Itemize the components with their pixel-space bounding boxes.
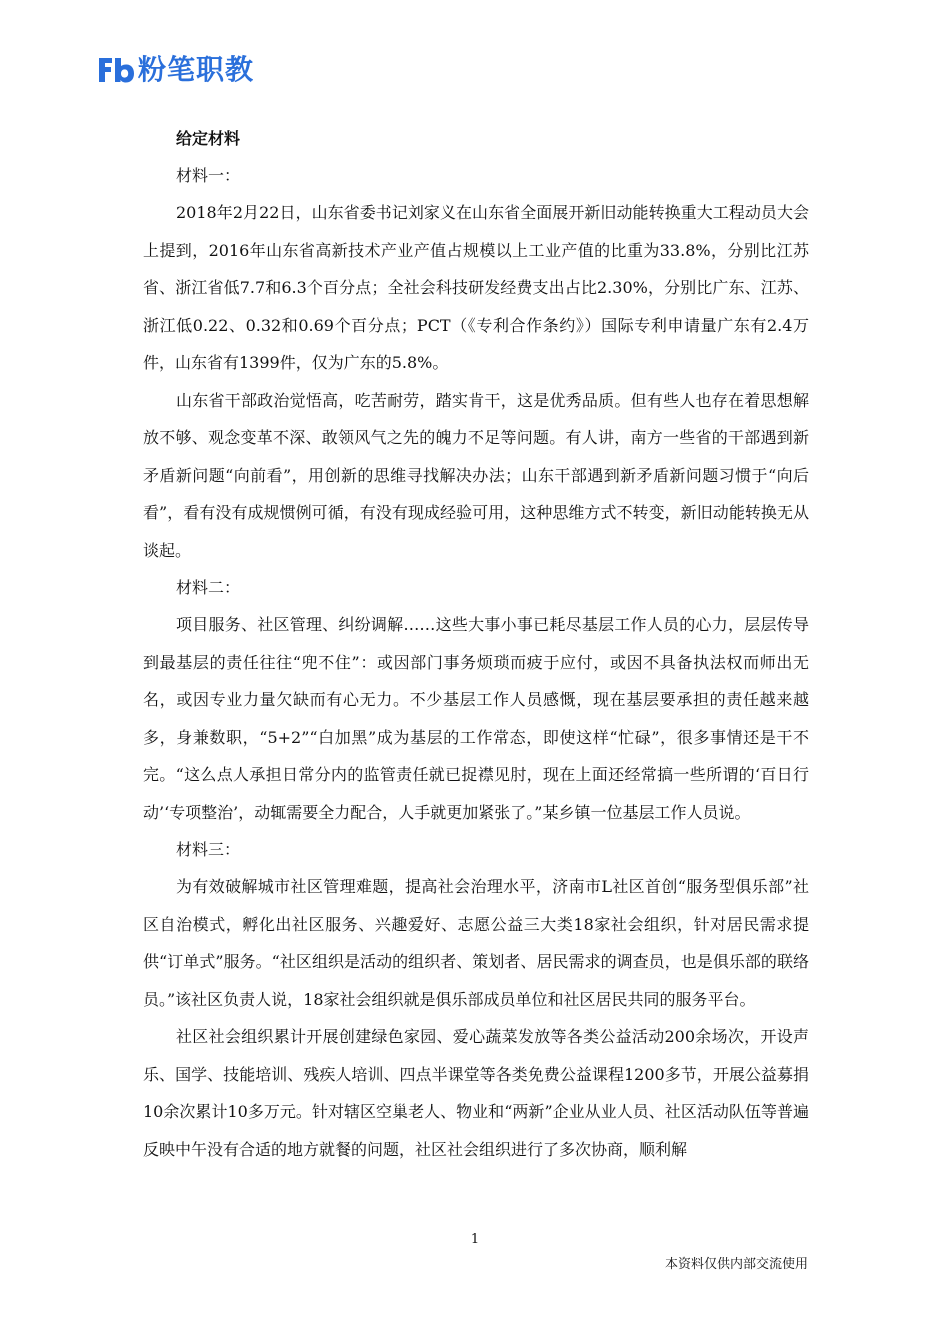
material-2-label: 材料二：: [176, 578, 241, 597]
footer-note: 本资料仅供内部交流使用: [664, 1257, 808, 1272]
material-3-paragraph-1: 为有效破解城市社区管理难题，提高社会治理水平，济南市L社区首创“服务型俱乐部”社区自治模式，孵化出社区服务、兴趣爱好、志愿公益三大类18家社会组织，针对居民需求提供“订单式”服务。“社区组织是活动的组织者、策划者、居民需求的调查员，也是俱乐部的联络员。”该社区负责人说，18家社会组织就是俱乐部成员单位和社区居民共同的服务平台。: [143, 877, 809, 1009]
material-3-label: 材料三：: [176, 840, 241, 859]
material-1-paragraph-1: 2018年2月22日，山东省委书记刘家义在山东省全面展开新旧动能转换重大工程动员大会上提到，2016年山东省高新技术产业产值占规模以上工业产值的比重为33.8%，分别比江苏省、浙江省低7.7和6.3个百分点；全社会科技研发经费支出占比2.30%，分别比广东、江苏、浙江低0.22、0.32和0.69个百分点；PCT（《专利合作条约》）国际专利申请量广东有2.4万件，山东省有1399件，仅为广东的5.8%。: [143, 203, 809, 372]
document-title: 给定材料: [176, 129, 241, 148]
page-number: 1: [470, 1232, 480, 1247]
fb-logo-icon: [96, 54, 136, 86]
brand-logo: [96, 52, 254, 88]
material-2-paragraph-1: 项目服务、社区管理、纠纷调解……这些大事小事已耗尽基层工作人员的心力，层层传导到最基层的责任往往“兜不住”：或因部门事务烦琐而疲于应付，或因不具备执法权而师出无名，或因专业力量欠缺而有心无力。不少基层工作人员感慨，现在基层要承担的责任越来越多，身兼数职，“5+2”“白加黑”成为基层的工作常态，即使这样“忙碌”，很多事情还是干不完。“这么点人承担日常分内的监管责任就已捉襟见肘，现在上面还经常搞一些所谓的‘百日行动’‘专项整治’，动辄需要全力配合，人手就更加紧张了。”某乡镇一位基层工作人员说。: [143, 615, 809, 822]
brand-name: 粉笔职教: [138, 53, 255, 86]
material-1-label: 材料一：: [176, 166, 241, 185]
material-3-paragraph-2: 社区社会组织累计开展创建绿色家园、爱心蔬菜发放等各类公益活动200余场次，开设声乐、国学、技能培训、残疾人培训、四点半课堂等各类免费公益课程1200多节，开展公益募捐10余次累计10多万元。针对辖区空巢老人、物业和“两新”企业从业人员、社区活动队伍等普遍反映中午没有合适的地方就餐的问题，社区社会组织进行了多次协商，顺利解: [143, 1027, 809, 1159]
document-body: [143, 120, 809, 1168]
material-1-paragraph-2: 山东省干部政治觉悟高，吃苦耐劳，踏实肯干，这是优秀品质。但有些人也存在着思想解放不够、观念变革不深、敢领风气之先的魄力不足等问题。有人讲，南方一些省的干部遇到新矛盾新问题“向前看”，用创新的思维寻找解决办法；山东干部遇到新矛盾新问题习惯于“向后看”，看有没有成规惯例可循，有没有现成经验可用，这种思维方式不转变，新旧动能转换无从谈起。: [143, 390, 809, 560]
